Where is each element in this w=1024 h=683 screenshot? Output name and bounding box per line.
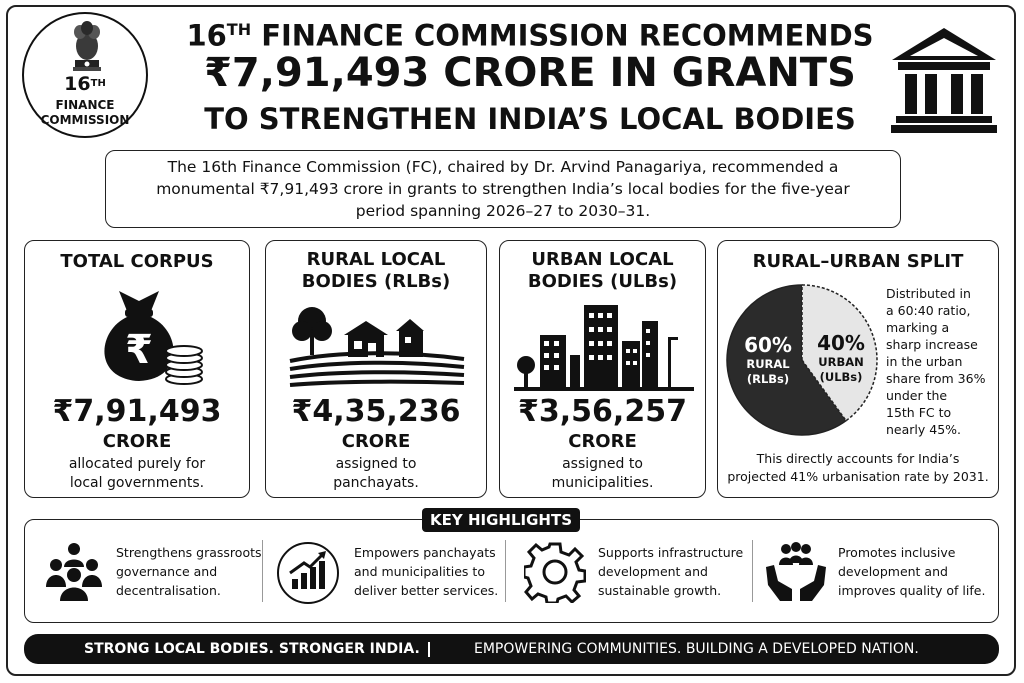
card-value: ₹4,35,236: [291, 394, 461, 429]
card-urban-local-bodies: [499, 240, 706, 498]
card-rural-local-bodies: [265, 240, 487, 498]
highlight-text: Empowers panchayats and municipalities to deliver better services.: [354, 545, 499, 598]
money-bag-icon: [89, 283, 205, 387]
split-description: Distributed in a 60:40 ratio, marking a sharp increase in the urban share from 36% under the 15th FC to nearly 45%.: [886, 286, 986, 437]
footer-slogan-right: EMPOWERING COMMUNITIES. BUILDING A DEVELOPED NATION.: [474, 641, 919, 657]
card-description: assigned to municipalities.: [551, 456, 654, 491]
emblem-number: 16: [64, 73, 91, 95]
footer-separator: [428, 642, 430, 657]
svg-text:₹: ₹: [125, 327, 153, 373]
card-total-corpus: [24, 240, 250, 498]
card-description: assigned to panchayats.: [333, 456, 419, 491]
hands-community-icon: [764, 541, 828, 603]
city-skyline-icon: [514, 301, 694, 393]
highlight-item: [764, 541, 992, 607]
growth-chart-icon: [276, 541, 340, 605]
split-footnote: This directly accounts for India’s projected 41% urbanisation rate by 2031.: [727, 451, 989, 484]
key-highlights-title: KEY HIGHLIGHTS: [422, 508, 580, 532]
card-rural-urban-split: [717, 240, 999, 498]
highlight-item: [276, 541, 501, 607]
card-description: allocated purely for local governments.: [68, 456, 206, 491]
card-title: TOTAL CORPUS: [60, 251, 214, 272]
highlight-text: Strengthens grassroots governance and decentralisation.: [116, 545, 262, 598]
card-title: RURAL LOCAL BODIES (RLBs): [301, 249, 451, 292]
highlight-divider: [752, 540, 753, 602]
people-group-icon: [44, 541, 104, 601]
card-value: ₹7,91,493: [52, 394, 222, 429]
government-building-icon: [888, 26, 1000, 136]
highlight-divider: [262, 540, 263, 602]
emblem-label-commission: COMMISSION: [40, 113, 130, 127]
gear-icon: [524, 541, 586, 603]
headline-line1: 16TH FINANCE COMMISSION RECOMMENDS: [186, 18, 874, 53]
ashoka-emblem-icon: [71, 20, 103, 72]
highlight-text: Supports infrastructure development and sustainable growth.: [598, 545, 744, 598]
pie-label-urban: 40% URBAN (ULBs): [817, 331, 865, 384]
highlight-text: Promotes inclusive development and improves quality of life.: [838, 545, 986, 598]
highlight-divider: [505, 540, 506, 602]
intro-summary: The 16th Finance Commission (FC), chaired by Dr. Arvind Panagariya, recommended a monumental ₹7,91,493 crore in grants to strengthen India’s local bodies for the five-year period spanning 2026–27 to 2030–31.: [105, 150, 901, 228]
card-unit: CRORE: [568, 431, 637, 452]
headline-line2: ₹7,91,493 CRORE IN GRANTS: [204, 50, 856, 96]
card-title: RURAL–URBAN SPLIT: [752, 251, 964, 272]
highlight-item: [524, 541, 754, 607]
card-unit: CRORE: [341, 431, 411, 452]
card-value: ₹3,56,257: [518, 394, 687, 429]
emblem-label-finance: FINANCE: [55, 98, 115, 112]
footer-banner: [24, 634, 999, 664]
commission-emblem: [22, 12, 148, 138]
emblem-suffix: TH: [90, 78, 106, 89]
card-title: URBAN LOCAL BODIES (ULBs): [527, 249, 678, 292]
pie-label-rural: 60% RURAL (RLBs): [744, 333, 792, 386]
footer-slogan-left: STRONG LOCAL BODIES. STRONGER INDIA.: [84, 641, 420, 657]
headline-line3: TO STRENGTHEN INDIA’S LOCAL BODIES: [204, 102, 856, 136]
highlight-item: [44, 541, 262, 607]
card-unit: CRORE: [102, 431, 172, 452]
village-icon: [288, 303, 466, 393]
